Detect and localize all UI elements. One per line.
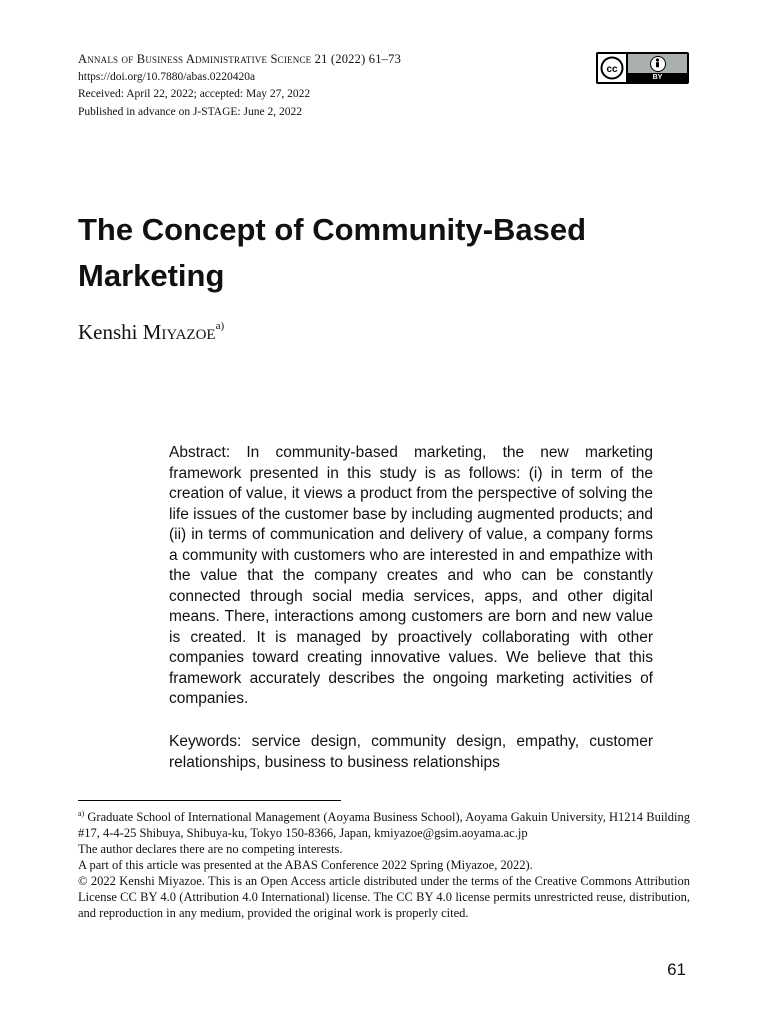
journal-header (78, 51, 498, 121)
doi-link[interactable]: https://doi.org/10.7880/abas.0220420a (78, 70, 256, 83)
footnote-affiliation-text: Graduate School of International Management (Aoyama Business School), Aoyama Gakuin University, H1214 Building #17, 4-4-25 Shibuya, Shibuya-ku, Tokyo 150-8366, Japan, kmiyazoe@gsim.aoyama.ac.jp (78, 810, 690, 841)
author-line (78, 320, 224, 345)
page-number: 61 (667, 960, 686, 979)
cc-icon (596, 52, 628, 84)
abstract: Abstract: In community-based marketing, the new marketing framework presented in this study is as follows: (i) in term of the creation of value, it views a product from the perspective of solving the life issues of the customer base by including augmented products; and (ii) in terms of communication and delivery of value, a company forms a community with customers who are interested in and empathize with the value that the company creates and who can be constantly connected through social media services, apps, and other digital means. There, interactions among customers are born and new value is created. It is managed by proactively collaborating with other companies toward creating innovative values. We believe that this framework accurately describes the ongoing marketing activities of companies. (169, 444, 653, 707)
keywords: Keywords: service design, community design, empathy, customer relationships, business to business relationships (169, 733, 653, 771)
paper-title: The Concept of Community-Based Marketing (78, 212, 587, 293)
by-label: BY (628, 73, 687, 82)
footnote-conference: A part of this article was presented at the ABAS Conference 2022 Spring (Miyazoe, 2022). (78, 858, 533, 873)
received-dates: Received: April 22, 2022; accepted: May 27, 2022 (78, 88, 311, 100)
footnote-competing-interests: The author declares there are no competing interests. (78, 842, 343, 857)
cc-by-license-badge[interactable] (596, 52, 689, 84)
by-icon (628, 54, 687, 82)
author-family-name: Miyazoe (142, 320, 216, 344)
footnote-affiliation (78, 806, 690, 841)
footnote-divider (78, 800, 341, 801)
cc-icon-text: cc (606, 64, 618, 75)
journal-citation: Annals of Business Administrative Science 21 (2022) 61–73 (78, 52, 402, 66)
author-given-name: Kenshi (78, 320, 138, 344)
author-affiliation-mark: a) (215, 320, 225, 332)
footnote-affiliation-mark: a) (78, 809, 85, 818)
footnote-copyright: © 2022 Kenshi Miyazoe. This is an Open Access article distributed under the terms of the Creative Commons Attribution License CC BY 4.0 (Attribution 4.0 International) license. The CC BY 4.0 license permits unrestricted reuse, distribution, and reproduction in any medium, provided the original work is properly cited. (78, 874, 690, 921)
footnotes (78, 806, 690, 921)
person-icon (650, 56, 666, 72)
published-date: Published in advance on J-STAGE: June 2, 2022 (78, 105, 302, 118)
